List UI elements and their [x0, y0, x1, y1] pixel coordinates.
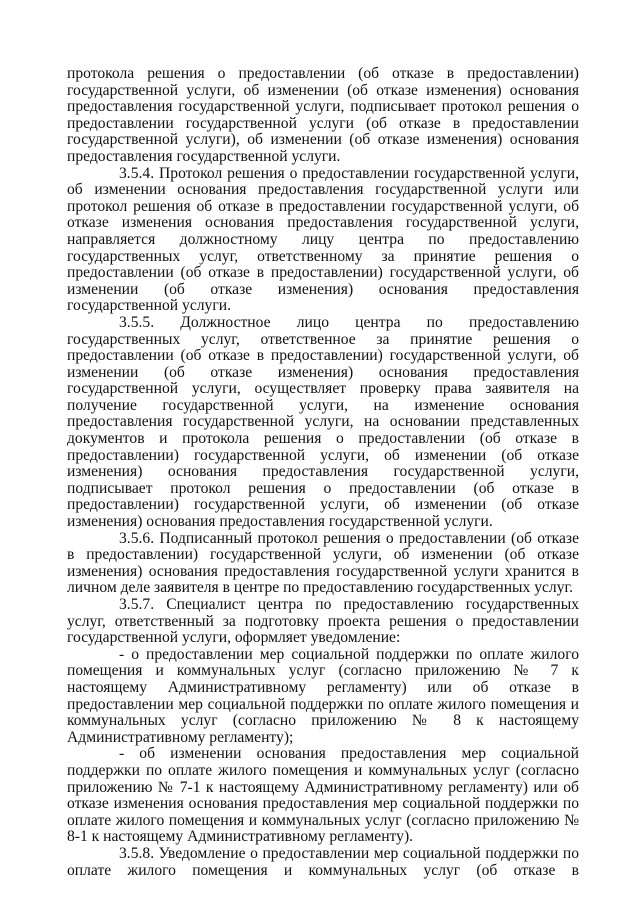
paragraph-3-5-4: 3.5.4. Протокол решения о предоставлении государственной услуги, об изменении основания предоставления государственной услуги или протокол решения об отказе в предоставлении государственной услуги, об отказе изменения основания предоставления государственной услуги, направляется должностному лицу центра по предоставлению государственных услуг, ответственному за принятие решения о предоставлении (об отказе в предоставлении) государственной услуги, об изменении (об отказе изменения) основания предоставления государственной услуги. — [67, 164, 579, 315]
paragraph-3-5-8: 3.5.8. Уведомление о предоставлении мер социальной поддержки по оплате жилого помещения и коммунальных услуг (об отказе в — [67, 844, 579, 879]
paragraph-3-5-7: 3.5.7. Специалист центра по предоставлению государственных услуг, ответственный за подготовку проекта решения о предоставлении государственной услуги, оформляет уведомление: — [67, 596, 579, 647]
list-item-notification-grant: - о предоставлении мер социальной поддержки по оплате жилого помещения и коммунальных услуг (согласно приложению № 7 к настоящему Административному регламенту) или об отказе в предоставлении мер социальной поддержки по оплате жилого помещения и коммунальных услуг (согласно приложению № 8 к настоящему Административному регламенту); — [67, 645, 579, 746]
paragraph-3-5-5: 3.5.5. Должностное лицо центра по предоставлению государственных услуг, ответственное за принятие решения о предоставлении (об отказе в предоставлении) государственной услуги, об изменении (об отказе изменения) основания предоставления государственной услуги, осуществляет проверку права заявителя на получение государственной услуги, на изменение основания предоставления государственной услуги, на основании представленных документов и протокола решения о предоставлении (об отказе в предоставлении) государственной услуги, об изменении (об отказе изменения) основания предоставления государственной услуги, подписывает протокол решения о предоставлении (об отказе в предоставлении) государственной услуги, об изменении (об отказе изменения) основания предоставления государственной услуги. — [67, 313, 579, 531]
document-page — [67, 66, 579, 879]
paragraph-3-5-6: 3.5.6. Подписанный протокол решения о предоставлении (об отказе в предоставлении) государственной услуги, об изменении (об отказе изменения) основания предоставления государственной услуги хранится в личном деле заявителя в центре по предоставлению государственных услуг. — [67, 529, 579, 597]
paragraph-continuation: протокола решения о предоставлении (об отказе в предоставлении) государственной услуги, об изменении (об отказе изменения) основания предоставления государственной услуги, подписывает протокол решения о предоставлении государственной услуги (об отказе в предоставлении государственной услуги), об изменении (об отказе изменения) основания предоставления государственной услуги. — [67, 65, 579, 165]
list-item-notification-change: - об изменении основания предоставления мер социальной поддержки по оплате жилого помещения и коммунальных услуг (согласно приложению № 7-1 к настоящему Административному регламенту) или об отказе изменения основания предоставления мер социальной поддержки по оплате жилого помещения и коммунальных услуг (согласно приложению № 8-1 к настоящему Административному регламенту). — [67, 745, 579, 846]
